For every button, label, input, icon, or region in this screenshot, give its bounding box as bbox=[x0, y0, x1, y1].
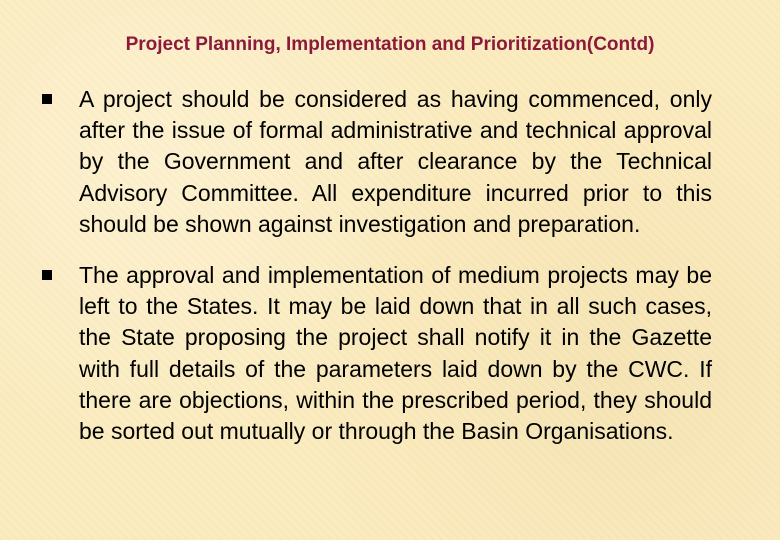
bullet-item bbox=[42, 84, 712, 240]
square-bullet-icon bbox=[42, 270, 52, 280]
square-bullet-icon bbox=[42, 94, 52, 104]
bullet-list bbox=[42, 84, 712, 467]
slide-title: Project Planning, Implementation and Prioritization(Contd) bbox=[125, 34, 655, 55]
bullet-text: A project should be considered as having commenced, only after the issue of formal administrative and technical approval by the Government and after clearance by the Technical Advisory Committee. All expenditure incurred prior to this should be shown against investigation and preparation. bbox=[79, 86, 712, 237]
bullet-item bbox=[42, 260, 712, 447]
bullet-text: The approval and implementation of medium projects may be left to the States. It may be laid down that in all such cases, the State proposing the project shall notify it in the Gazette with full details of the parameters laid down by the CWC. If there are objections, within the prescribed period, they should be sorted out mutually or through the Basin Organisations. bbox=[79, 262, 712, 445]
